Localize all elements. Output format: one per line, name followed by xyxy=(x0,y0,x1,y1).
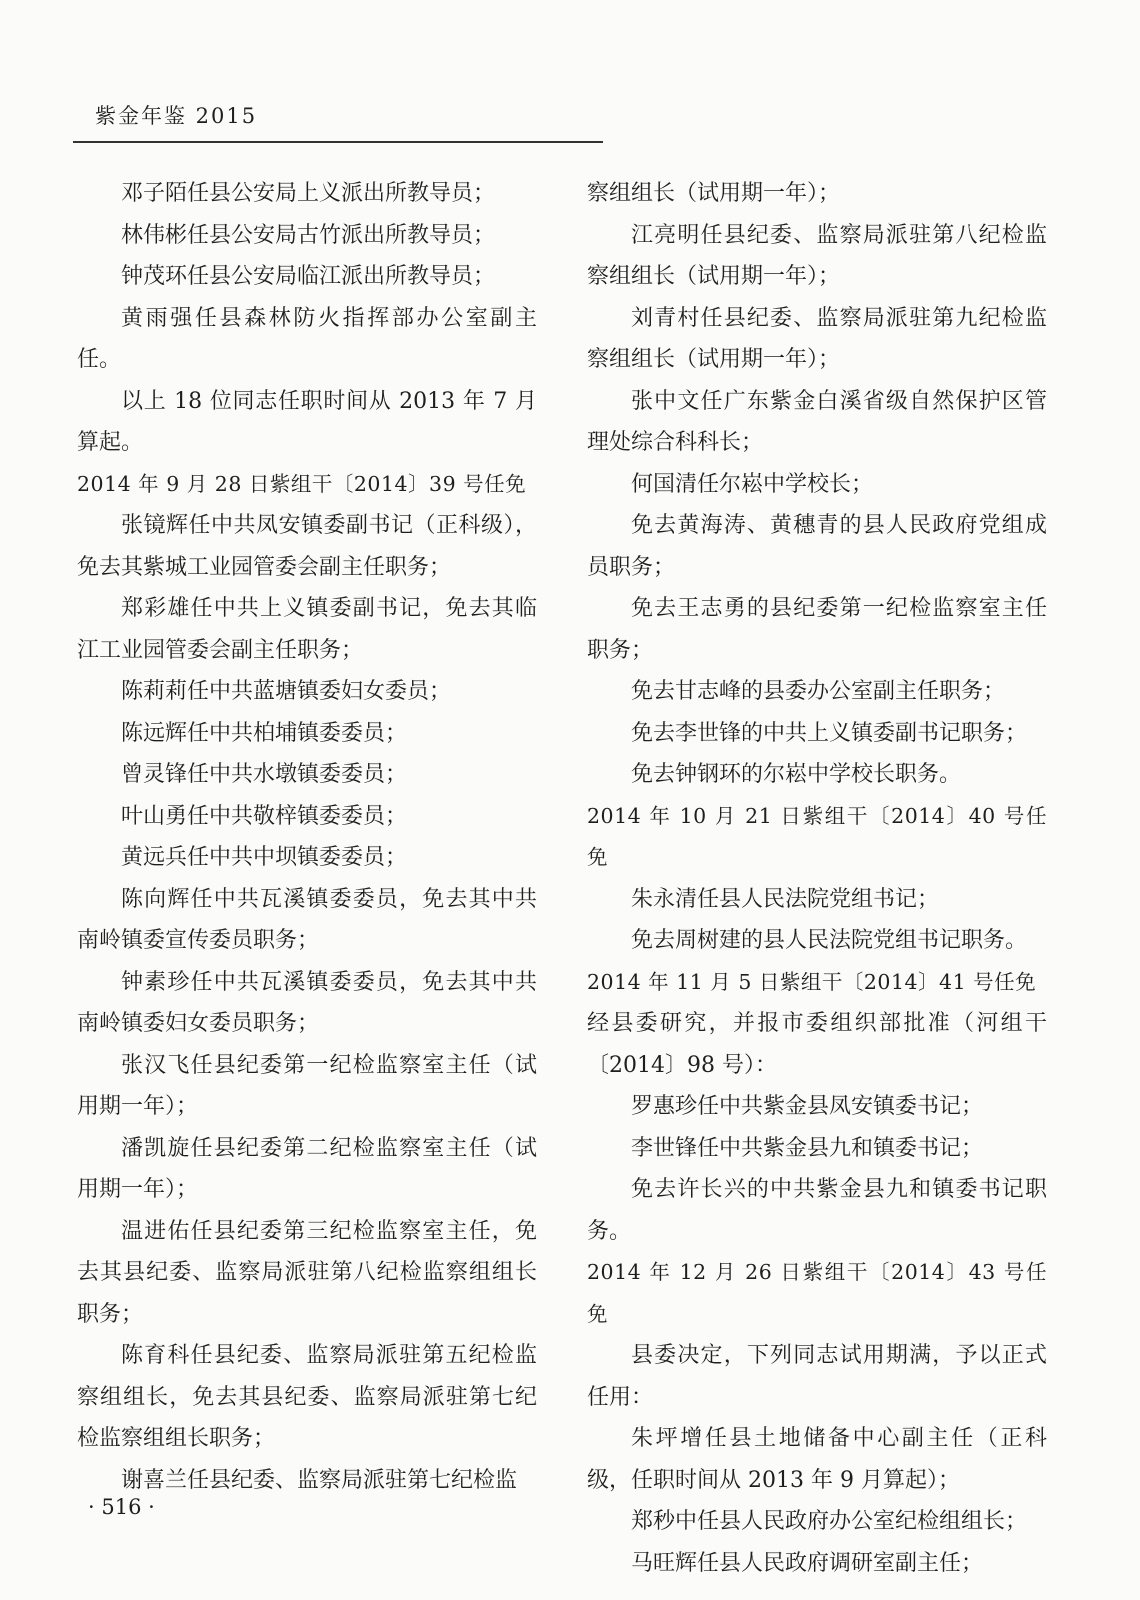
paragraph: 免去黄海涛、黄穗青的县人民政府党组成员职务； xyxy=(587,513,1047,580)
paragraph: 免去许长兴的中共紫金县九和镇委书记职务。 xyxy=(587,1177,1047,1244)
paragraph: 陈向辉任中共瓦溪镇委委员，免去其中共南岭镇委宣传委员职务； xyxy=(77,886,537,953)
paragraph: 免去甘志峰的县委办公室副主任职务； xyxy=(631,679,1006,704)
right-column xyxy=(587,173,1047,1584)
paragraph: 陈育科任县纪委、监察局派驻第五纪检监察组组长，免去其县纪委、监察局派驻第七纪检监察组组长职务； xyxy=(77,1343,537,1451)
paragraph: 曾灵锋任中共水墩镇委委员； xyxy=(121,762,408,787)
left-column xyxy=(77,173,537,1501)
document-heading: 2014 年 11 月 5 日紫组干〔2014〕41 号任免 xyxy=(587,969,1037,994)
header-rule xyxy=(73,141,603,143)
paragraph: 张中文任广东紫金白溪省级自然保护区管理处综合科科长； xyxy=(587,388,1047,455)
paragraph: 免去王志勇的县纪委第一纪检监察室主任职务； xyxy=(587,596,1047,663)
paragraph: 朱坪增任县土地储备中心副主任（正科级，任职时间从 2013 年 9 月算起）； xyxy=(587,1426,1047,1493)
paragraph: 罗惠珍任中共紫金县凤安镇委书记； xyxy=(631,1094,984,1119)
paragraph: 察组组长（试用期一年）； xyxy=(587,181,841,206)
paragraph: 郑秒中任县人民政府办公室纪检组组长； xyxy=(631,1509,1028,1534)
paragraph: 免去钟钢环的尔崧中学校长职务。 xyxy=(631,762,962,787)
document-heading: 2014 年 12 月 26 日紫组干〔2014〕43 号任免 xyxy=(587,1260,1047,1326)
paragraph: 张汉飞任县纪委第一纪检监察室主任（试用期一年）； xyxy=(77,1052,537,1119)
document-heading: 2014 年 10 月 21 日紫组干〔2014〕40 号任免 xyxy=(587,803,1047,869)
paragraph: 张镜辉任中共凤安镇委副书记（正科级），免去其紫城工业园管委会副主任职务； xyxy=(77,513,537,580)
paragraph: 郑彩雄任中共上义镇委副书记，免去其临江工业园管委会副主任职务； xyxy=(77,596,537,663)
paragraph: 免去周树建的县人民法院党组书记职务。 xyxy=(631,928,1028,953)
paragraph: 江亮明任县纪委、监察局派驻第八纪检监察组组长（试用期一年）； xyxy=(587,222,1047,289)
page-number: · 516 · xyxy=(88,1495,155,1519)
paragraph: 以上 18 位同志任职时间从 2013 年 7 月算起。 xyxy=(77,388,537,455)
paragraph: 陈远辉任中共柏埔镇委委员； xyxy=(121,720,408,746)
paragraph: 黄雨强任县森林防火指挥部办公室副主任。 xyxy=(77,305,537,372)
paragraph: 林伟彬任县公安局古竹派出所教导员； xyxy=(121,222,496,248)
paragraph: 钟茂环任县公安局临江派出所教导员； xyxy=(121,264,496,289)
paragraph: 陈莉莉任中共蓝塘镇委妇女委员； xyxy=(121,679,452,704)
paragraph: 叶山勇任中共敬梓镇委委员； xyxy=(121,803,408,829)
paragraph: 经县委研究，并报市委组织部批准（河组干〔2014〕98 号）： xyxy=(587,1011,1047,1078)
paragraph: 谢喜兰任县纪委、监察局派驻第七纪检监 xyxy=(121,1467,518,1493)
paragraph: 刘青村任县纪委、监察局派驻第九纪检监察组组长（试用期一年）； xyxy=(587,305,1047,372)
paragraph: 潘凯旋任县纪委第二纪检监察室主任（试用期一年）； xyxy=(77,1135,537,1202)
paragraph: 马旺辉任县人民政府调研室副主任； xyxy=(631,1550,984,1576)
paragraph: 县委决定，下列同志试用期满，予以正式任用： xyxy=(587,1343,1047,1410)
paragraph: 朱永清任县人民法院党组书记； xyxy=(631,886,940,912)
paragraph: 温进佑任县纪委第三纪检监察室主任，免去其县纪委、监察局派驻第八纪检监察组组长职务； xyxy=(77,1218,537,1327)
paragraph: 钟素珍任中共瓦溪镇委委员，免去其中共南岭镇委妇女委员职务； xyxy=(77,969,537,1036)
paragraph: 何国清任尔崧中学校长； xyxy=(631,471,874,497)
paragraph: 黄远兵任中共中坝镇委委员； xyxy=(121,845,408,870)
paragraph: 邓子陌任县公安局上义派出所教导员； xyxy=(121,181,496,206)
paragraph: 李世锋任中共紫金县九和镇委书记； xyxy=(631,1135,984,1161)
document-heading: 2014 年 9 月 28 日紫组干〔2014〕39 号任免 xyxy=(77,471,527,496)
paragraph: 免去李世锋的中共上义镇委副书记职务； xyxy=(631,720,1028,746)
running-header: 紫金年鉴 2015 xyxy=(95,104,258,128)
